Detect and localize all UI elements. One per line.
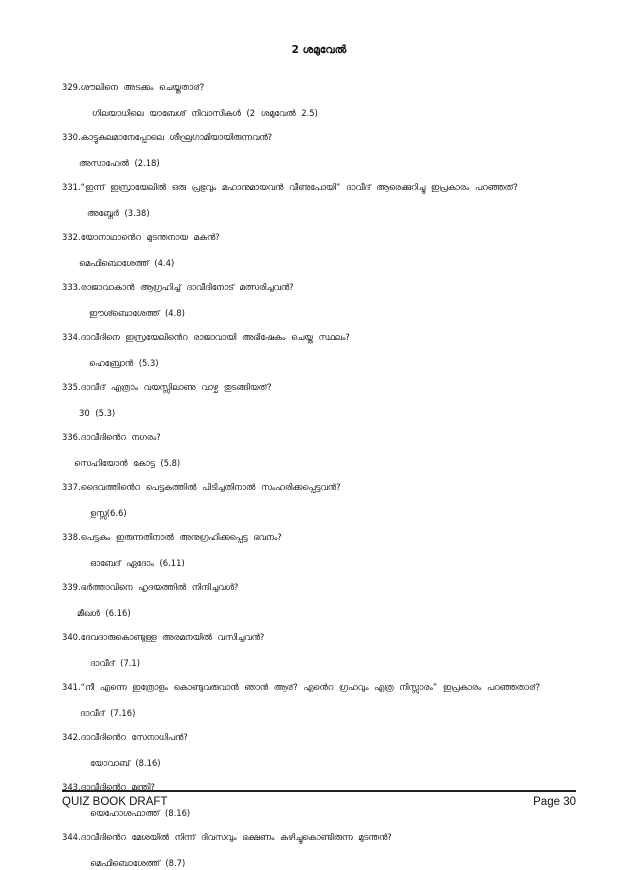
page-number: Page 30 [533,796,576,808]
answer-329: ഗിലയാധിലെ യാബേശ് നിവാസികൾ (2 ശമുവേൽ 2.5) [92,108,318,118]
answer-331: അബ്നേർ (3.38) [87,208,150,218]
answer-338: ഓബേദ് ഏദോം (6.11) [90,558,185,568]
answer-343: യെഹോശഫാത്ത് (8.16) [90,808,191,818]
question-334: 334.ദാവീദിനെ ഇസ്രയേലിൻെറ രാജാവായി അഭിഷേകം ചെയ്ത സ്ഥലം? [62,332,350,342]
answer-340: ദാവീദ് (7.1) [90,658,141,668]
answer-342: യോവാബ് (8.16) [90,758,161,768]
question-340: 340.ദേവദാരുകൊണ്ടുള്ള അരമനയിൽ വസിച്ചവൻ? [62,632,265,642]
answer-344: മെഫിബൊശേത്ത് (8.7) [90,858,186,868]
answer-333: ഈശ്ബൊശേത്ത് (4.8) [89,308,185,318]
answer-330: അസാഹേൽ (2.18) [79,158,160,168]
question-332: 332.യോനാഥാൻെറ മുടന്തനായ മകൻ? [62,232,220,242]
question-336: 336.ദാവീദിൻെറ നഗരം? [62,432,161,442]
question-343: 343.ദാവീദിൻെറ മന്ത്രി? [62,782,155,792]
footer-title: QUIZ BOOK DRAFT [62,796,168,808]
question-335: 335.ദാവീദ് എത്രാം വയസ്സിലാണു വാഴ്ച തുടങ്ങിയത്? [62,382,272,392]
question-330: 330.കാട്ടുകലമാനേപ്പോലെ ശീഘ്രഗാമിയായിരുന്നവൻ? [62,132,273,142]
answer-336: സെഹിയോൻ കോട്ട (5.8) [74,458,181,468]
question-341: 341.“നീ എന്നെ ഇത്രോളം കൊണ്ടുവരുവാൻ ഞാൻ ആര്? എൻെറ ഗ്രഹവും എത്ര നിസ്സാരം” ഇപ്രകാരം പറഞ്ഞതാര്? [62,682,541,692]
footer-divider [62,790,576,792]
question-329: 329.ശൗലിനെ അടക്കം ചെയ്തതാര്? [62,82,205,92]
question-342: 342.ദാവീദിൻെറ സേനാധിപൻ? [62,732,188,742]
question-list [0,81,638,870]
answer-337: ഉസ്സ(6.6) [90,508,127,518]
answer-335: 30 (5.3) [79,408,116,418]
question-337: 337.ദൈവത്തിൻെറ പെട്ടകത്തിൽ പിടിച്ചതിനാൽ സംഹരിക്കപ്പെട്ടവൻ? [62,482,341,492]
question-339: 339.ഭർത്താവിനെ ഹൃദയത്തിൽ നിന്ദിച്ചവൾ? [62,582,239,592]
section-heading: 2 ശമുവേൽ [291,44,347,56]
question-344: 344.ദാവീദിൻെറ മേശയിൽ നിന്ന് ദിവസവും ഭക്ഷണം കഴിച്ചുകൊണ്ടിരുന്ന മുടന്തൻ? [62,832,392,842]
answer-341: ദാവീദ് (7.16) [80,708,136,718]
question-331: 331.“ഇന്ന് ഇസ്രായേലിൽ ഒരു പ്രഭുവും മഹാനുമായവൻ വീണുപോയി” ദാവീദ് ആരെക്കുറിച്ചു ഇപ്രകാരം പറഞ്ഞത്? [62,182,518,192]
question-333: 333.രാജാവാകാൻ ആഗ്രഹിച്ച് ദാവീദിനോട് മത്സരിച്ചവൻ? [62,282,294,292]
answer-334: ഹെബ്രോൻ (5.3) [89,358,159,368]
question-338: 338.പെട്ടകം ഇരുന്നതിനാൽ അനുഗ്രഹിക്കപ്പെട്ട ഭവനം? [62,532,282,542]
answer-339: മീഖൾ (6.16) [77,608,131,618]
answer-332: മെഫിബൊശേത്ത് (4.4) [79,258,175,268]
